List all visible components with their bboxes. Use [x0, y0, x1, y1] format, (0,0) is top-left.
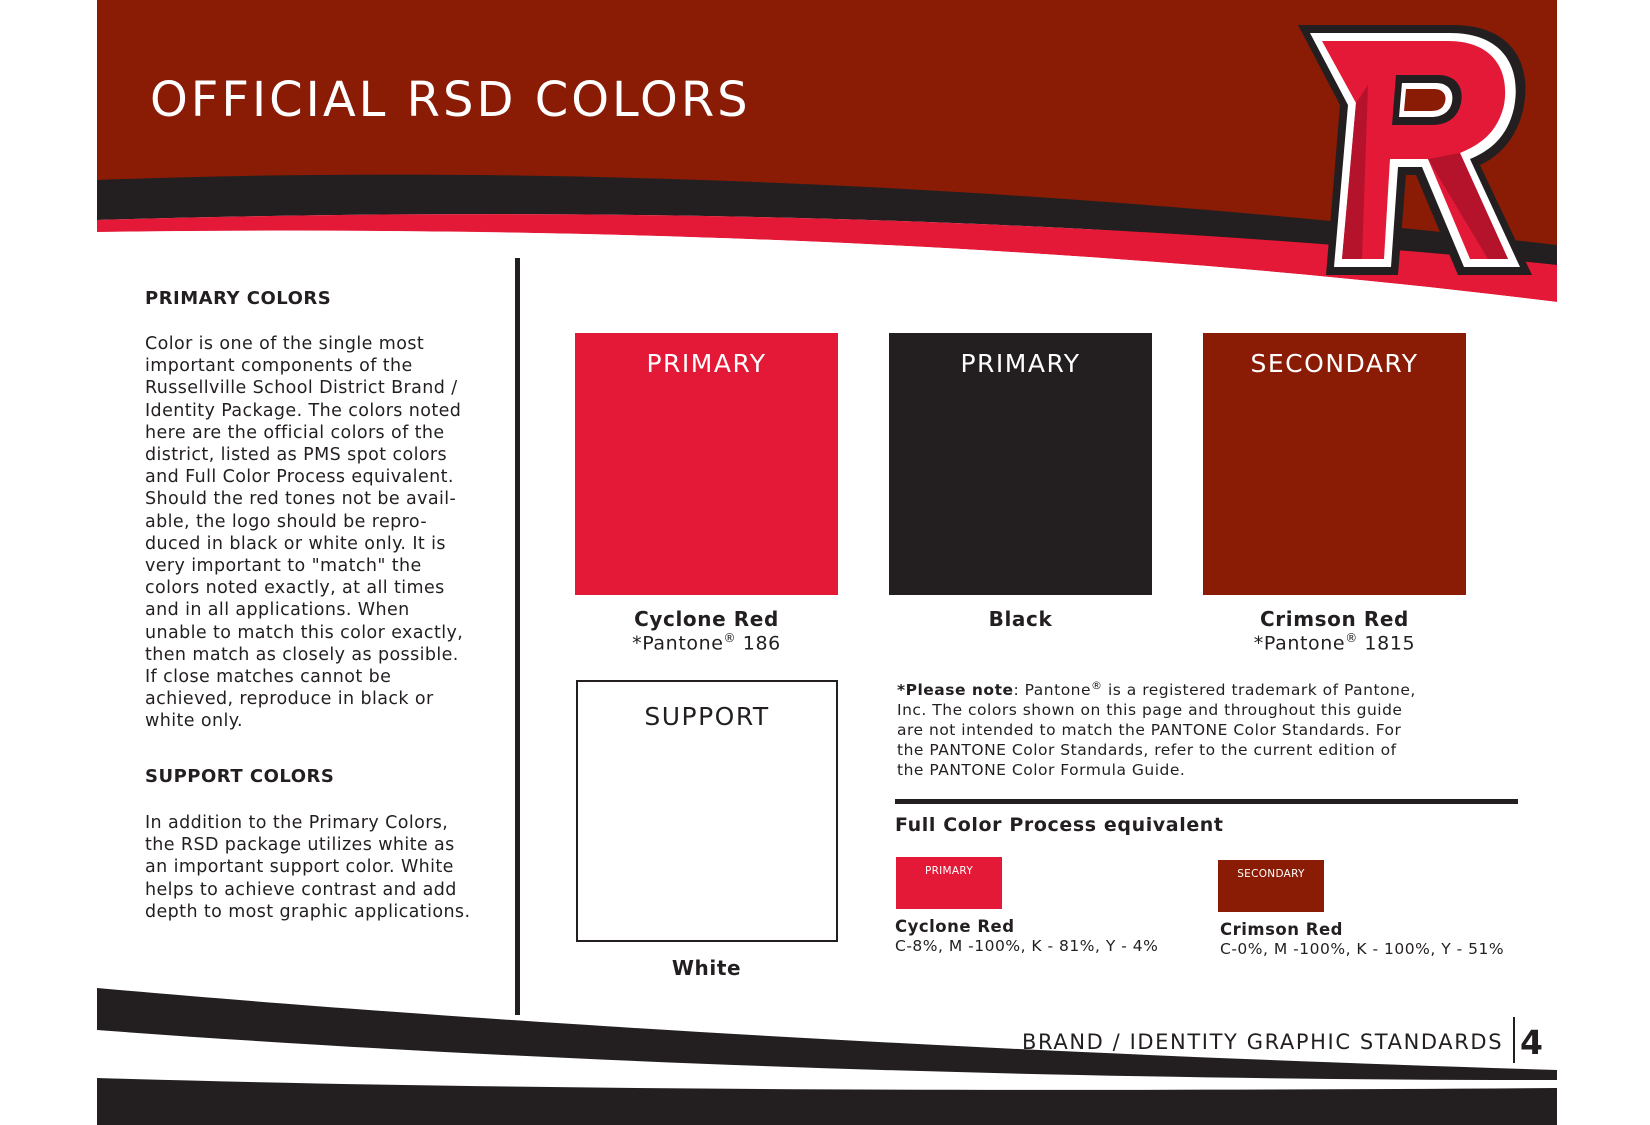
swatch-black — [889, 333, 1152, 595]
r-logo-icon — [1298, 25, 1534, 275]
registered-mark: ® — [723, 631, 737, 645]
process-values-crimson-red: C-0%, M -100%, K - 100%, Y - 51% — [1220, 940, 1505, 958]
swatch-cyclone-red — [575, 333, 838, 595]
registered-mark: ® — [1091, 679, 1103, 692]
page-title: OFFICIAL RSD COLORS — [150, 72, 751, 128]
pantone-number: 1815 — [1357, 632, 1416, 655]
pantone-prefix: *Pantone — [1253, 632, 1346, 655]
primary-colors-heading: PRIMARY COLORS — [145, 288, 332, 309]
pantone-cyclone-red — [575, 631, 838, 654]
process-name-crimson-red: Crimson Red — [1220, 920, 1343, 939]
swatch-label: PRIMARY — [646, 349, 767, 378]
process-swatch-cyclone-red — [896, 857, 1002, 909]
color-name-white: White — [671, 956, 742, 980]
support-colors-heading: SUPPORT COLORS — [145, 766, 335, 787]
process-heading: Full Color Process equivalent — [895, 814, 1224, 836]
vertical-divider — [515, 258, 520, 1015]
pantone-crimson-red — [1203, 631, 1466, 654]
swatch-white — [576, 680, 838, 942]
horizontal-divider — [895, 799, 1518, 804]
swatch-label: PRIMARY — [960, 349, 1081, 378]
process-values-cyclone-red: C-8%, M -100%, K - 81%, Y - 4% — [895, 937, 1159, 955]
primary-colors-body: Color is one of the single most important components of the Russellville School District Brand / Identity Package. The colors noted here are the official colors of the district, listed as PMS spot colors and Full Color Process equivalent. Should the red tones not be avail- able, the logo should be repro- duced in black or white only. It is very important to "match" the colors noted exactly, at all times and in all applications. When unable to match this color exactly, then match as closely as possible. If close matches cannot be achieved, reproduce in black or white only. — [145, 334, 464, 732]
color-name-black: Black — [988, 607, 1053, 631]
process-name-cyclone-red: Cyclone Red — [895, 917, 1015, 936]
process-swatch-label: PRIMARY — [924, 865, 974, 877]
registered-mark: ® — [1345, 631, 1358, 645]
swatch-label: SECONDARY — [1250, 349, 1419, 378]
note-lead: *Please note — [897, 681, 1014, 700]
pantone-prefix: *Pantone — [632, 632, 724, 655]
process-swatch-crimson-red — [1218, 860, 1324, 912]
swatch-label: SUPPORT — [644, 702, 770, 731]
footer-black-swoosh-bottom — [97, 1078, 1557, 1125]
color-name-cyclone-red: Cyclone Red — [634, 607, 779, 631]
page-number: 4 — [1520, 1023, 1543, 1062]
pantone-note — [897, 676, 1417, 780]
swatch-crimson-red — [1203, 333, 1466, 595]
color-name-crimson-red: Crimson Red — [1260, 607, 1409, 631]
process-swatch-label: SECONDARY — [1237, 868, 1305, 880]
support-colors-body: In addition to the Primary Colors, the RSD package utilizes white as an important support color. White helps to achieve contrast and add depth to most graphic applications. — [145, 813, 471, 922]
pantone-number: 186 — [736, 632, 781, 655]
note-rest: is a registered trademark of Pantone, Inc. The colors shown on this page and throughout this guide are not intended to match the PANTONE Color Standards. For the PANTONE Color Standards, refer to the current edition of the PANTONE Color Formula Guide. — [897, 681, 1416, 780]
footer-divider — [1513, 1017, 1515, 1063]
footer-text: BRAND / IDENTITY GRAPHIC STANDARDS — [1022, 1030, 1504, 1054]
note-pantone: : Pantone — [1013, 681, 1092, 700]
